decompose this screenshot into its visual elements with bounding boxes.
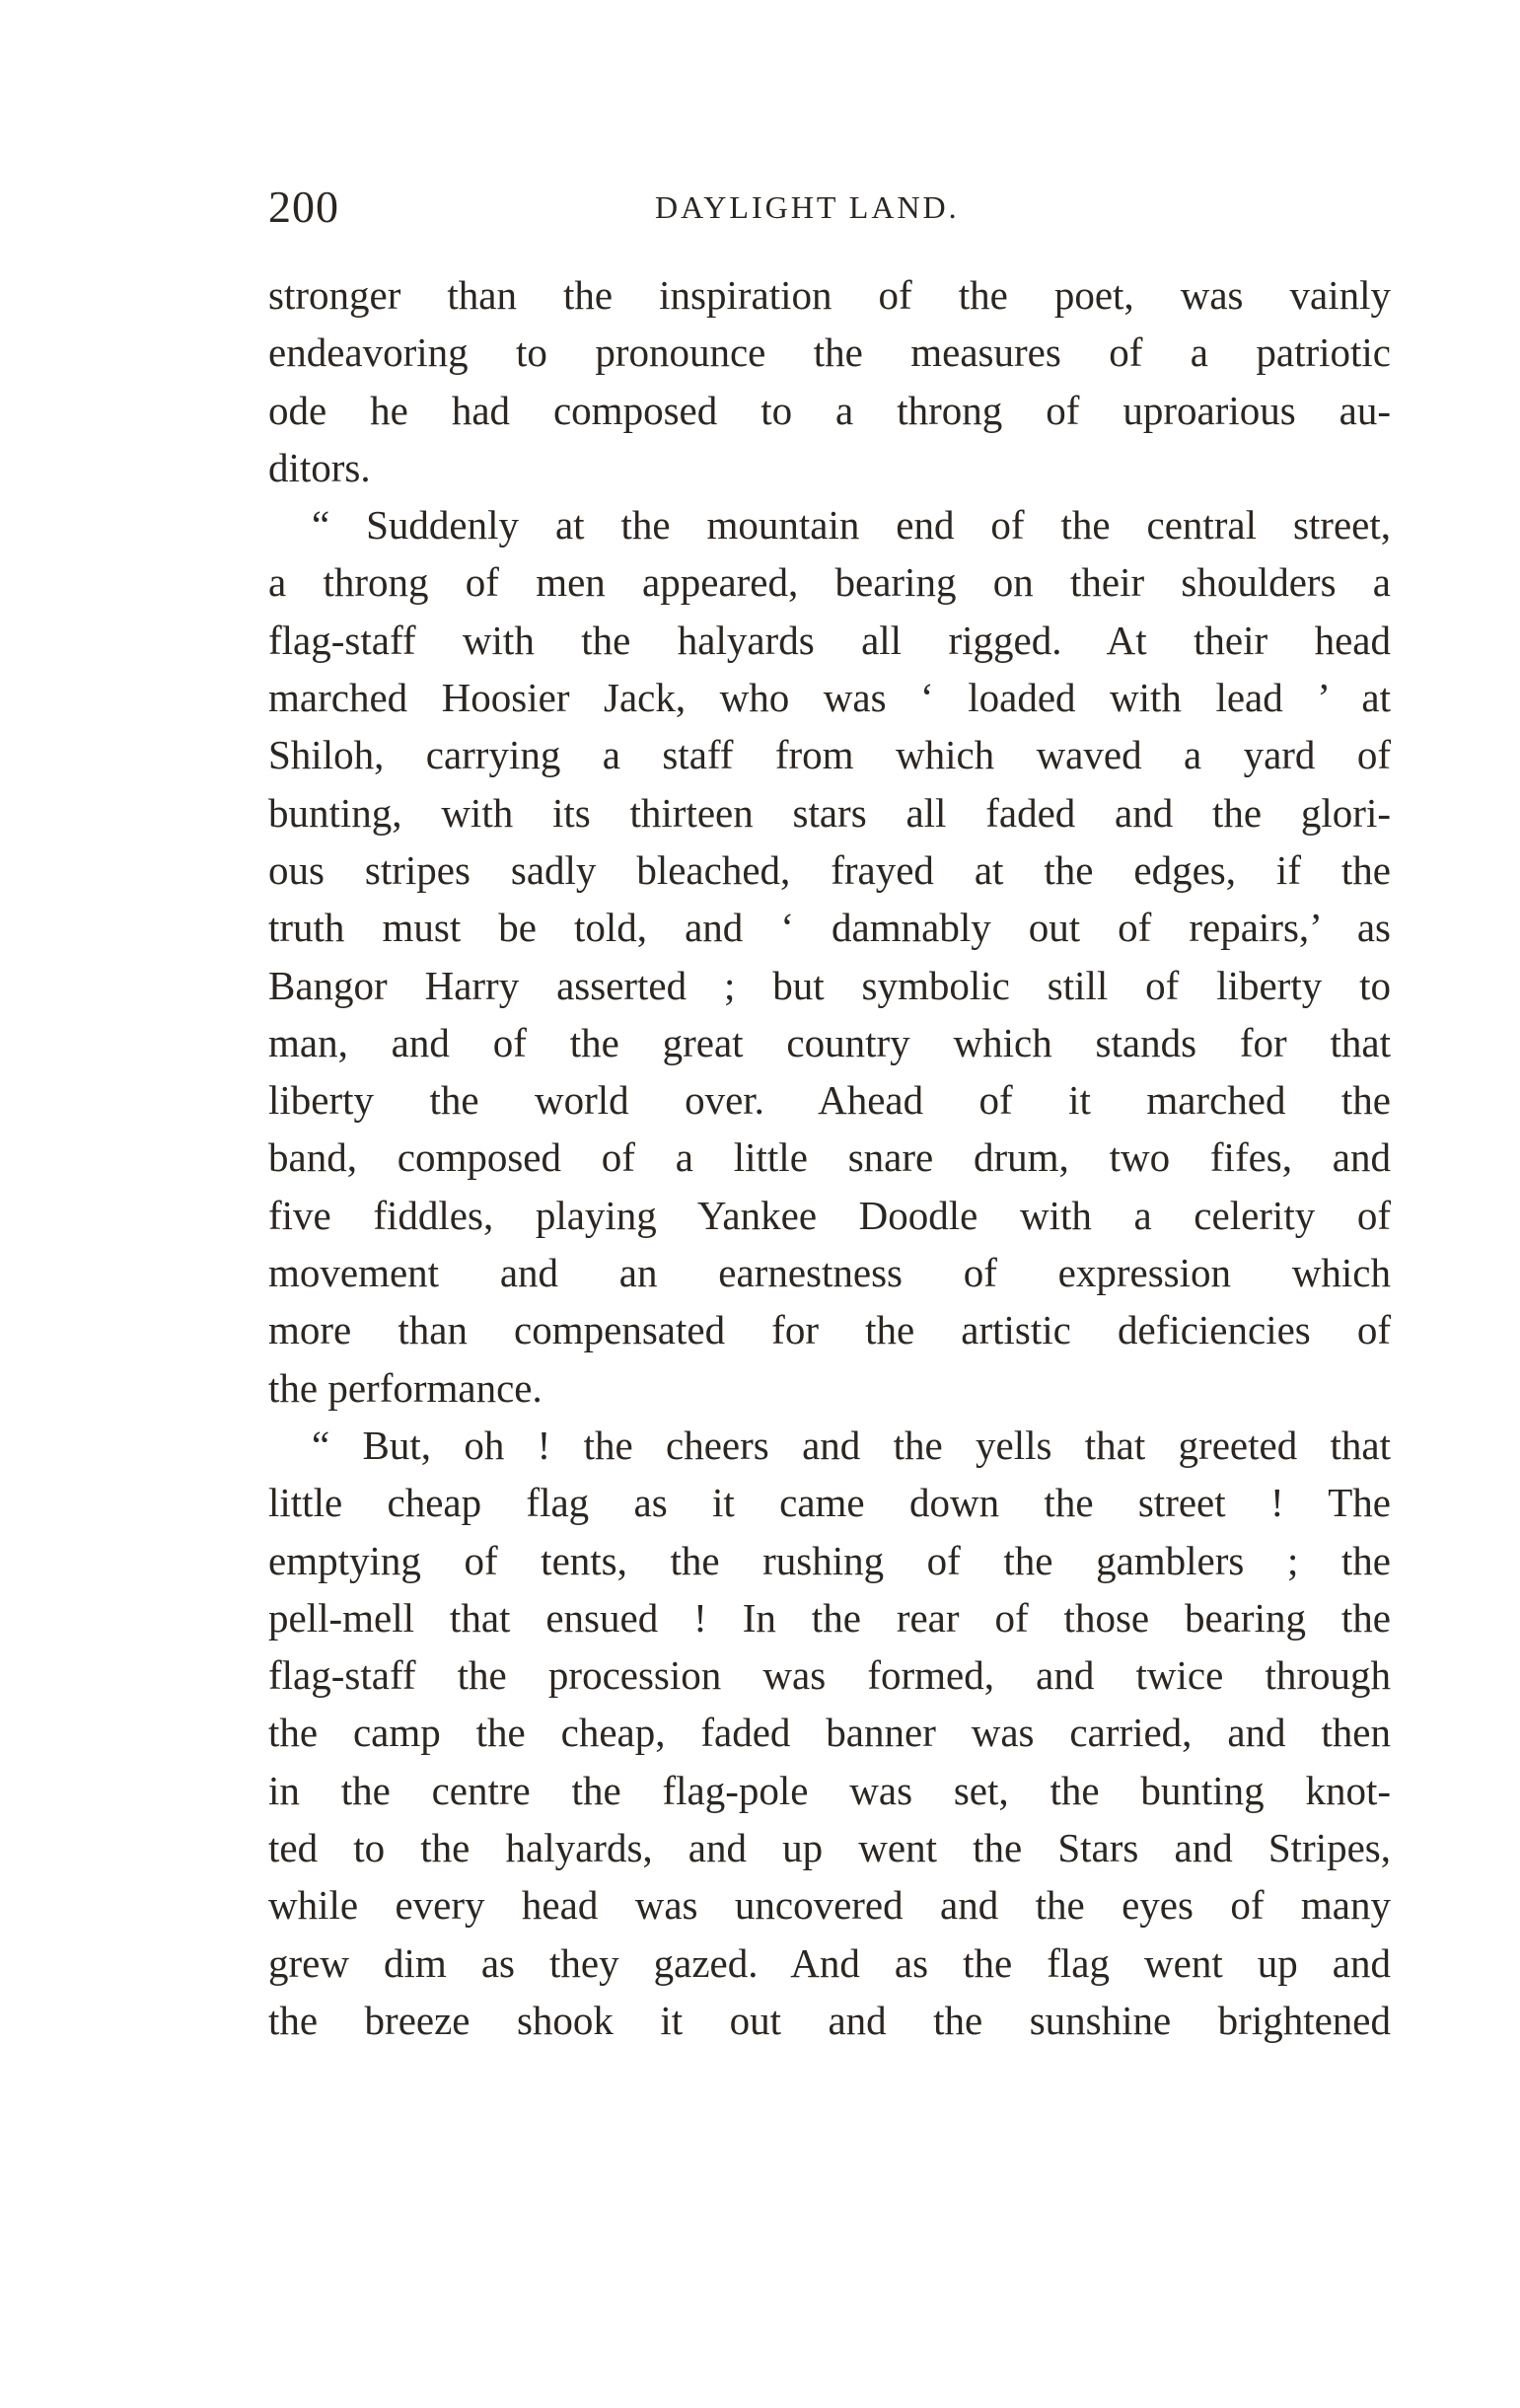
text-line: “ But, oh ! the cheers and the yells that greeted that bbox=[312, 1422, 1391, 1468]
running-title: DAYLIGHT LAND. bbox=[655, 189, 960, 225]
text-line: “ Suddenly at the mountain end of the central street, bbox=[312, 502, 1391, 548]
text-line: stronger than the inspiration of the poet, was vainly bbox=[268, 272, 1391, 318]
text-line: bunting, with its thirteen stars all faded and the glori- bbox=[268, 789, 1391, 836]
text-line: ode he had composed to a throng of uproarious au- bbox=[268, 387, 1391, 433]
running-head bbox=[268, 178, 1393, 237]
text-line: while every head was uncovered and the eyes of many bbox=[268, 1882, 1391, 1929]
text-line: pell-mell that ensued ! In the rear of those bearing the bbox=[268, 1594, 1391, 1641]
text-line: band, composed of a little snare drum, two fifes, and bbox=[268, 1134, 1391, 1181]
text-line: the camp the cheap, faded banner was carried, and then bbox=[268, 1710, 1391, 1756]
text-line: man, and of the great country which stands for that bbox=[268, 1019, 1391, 1065]
text-line: endeavoring to pronounce the measures of a patriotic bbox=[268, 329, 1391, 376]
text-line: liberty the world over. Ahead of it marched the bbox=[268, 1077, 1391, 1124]
text-line: ted to the halyards, and up went the Stars and Stripes, bbox=[268, 1825, 1391, 1871]
page-number: 200 bbox=[268, 182, 339, 232]
text-line: the performance. bbox=[268, 1364, 543, 1411]
text-line: little cheap flag as it came down the street ! The bbox=[268, 1480, 1391, 1526]
text-line: grew dim as they gazed. And as the flag went up and bbox=[268, 1939, 1391, 1986]
text-line: flag-staff with the halyards all rigged. At their head bbox=[268, 617, 1391, 663]
text-line: five fiddles, playing Yankee Doodle with a celerity of bbox=[268, 1192, 1391, 1238]
text-line: Bangor Harry asserted ; but symbolic still of liberty to bbox=[268, 962, 1391, 1008]
text-line: marched Hoosier Jack, who was ‘ loaded with lead ’ at bbox=[268, 675, 1391, 721]
text-line: truth must be told, and ‘ damnably out of repairs,’ as bbox=[268, 905, 1391, 951]
text-line: movement and an earnestness of expression which bbox=[268, 1250, 1391, 1296]
text-line: more than compensated for the artistic deficiencies of bbox=[268, 1307, 1391, 1353]
text-line: ditors. bbox=[268, 444, 371, 490]
text-line: the breeze shook it out and the sunshine brightened bbox=[268, 1997, 1391, 2043]
text-line: Shiloh, carrying a staff from which waved a yard of bbox=[268, 732, 1391, 778]
text-line: emptying of tents, the rushing of the gamblers ; the bbox=[268, 1537, 1391, 1583]
text-line: flag-staff the procession was formed, and twice through bbox=[268, 1652, 1391, 1699]
text-line: in the centre the flag-pole was set, the bunting knot- bbox=[268, 1767, 1391, 1813]
text-line: ous stripes sadly bleached, frayed at the edges, if the bbox=[268, 846, 1391, 893]
body-text bbox=[268, 266, 1391, 2049]
text-line: a throng of men appeared, bearing on their shoulders a bbox=[268, 559, 1391, 606]
